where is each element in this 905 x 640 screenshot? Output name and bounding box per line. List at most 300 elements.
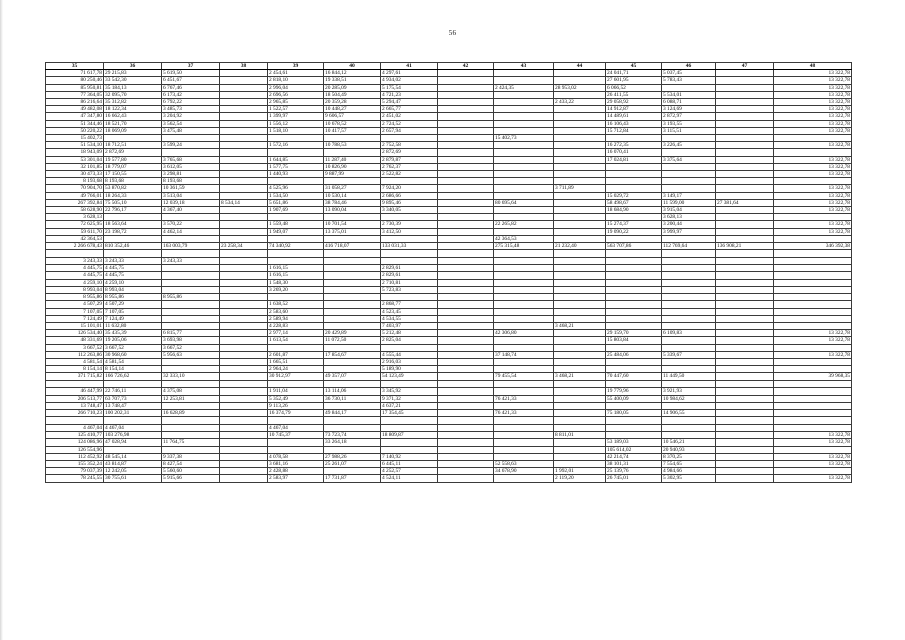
table-cell: 11 632,80 bbox=[104, 322, 162, 329]
table-cell: 25 484,06 bbox=[606, 351, 662, 358]
table-cell: 32 095,70 bbox=[104, 91, 162, 98]
table-cell: 3 226,45 bbox=[662, 142, 716, 149]
table-cell: 20 359,28 bbox=[324, 99, 381, 106]
table-cell: 7 124,49 bbox=[46, 315, 104, 322]
table-cell bbox=[268, 446, 324, 453]
table-cell bbox=[662, 286, 716, 293]
column-header: 48 bbox=[774, 63, 852, 70]
column-header: 37 bbox=[162, 63, 220, 70]
table-cell: 13 322,78 bbox=[774, 475, 852, 482]
table-cell bbox=[220, 308, 268, 315]
table-cell: 51 344,46 bbox=[46, 120, 104, 127]
table-cell: 35 312,82 bbox=[104, 99, 162, 106]
table-cell: 7 107,05 bbox=[104, 308, 162, 315]
table-cell: 275 315,48 bbox=[494, 243, 554, 250]
table-cell bbox=[324, 265, 381, 272]
table-cell bbox=[438, 192, 494, 199]
table-cell bbox=[494, 358, 554, 365]
table-cell bbox=[554, 70, 606, 77]
table-row bbox=[46, 402, 852, 409]
table-cell bbox=[662, 358, 716, 365]
table-cell bbox=[220, 286, 268, 293]
table-cell bbox=[716, 337, 774, 344]
table-cell: 112 452,92 bbox=[46, 453, 104, 460]
table-cell bbox=[554, 366, 606, 373]
table-cell bbox=[494, 106, 554, 113]
table-cell: 13 322,78 bbox=[774, 330, 852, 337]
table-cell: 30 755,61 bbox=[104, 475, 162, 482]
table-cell: 1 992,01 bbox=[554, 468, 606, 475]
table-cell: 1 613,54 bbox=[268, 337, 324, 344]
table-cell bbox=[494, 250, 554, 258]
table-cell bbox=[220, 221, 268, 228]
table-cell bbox=[381, 294, 438, 301]
table-cell: 19 090,22 bbox=[606, 228, 662, 235]
table-cell: 42 306,80 bbox=[494, 330, 554, 337]
table-cell: 21 232,40 bbox=[554, 243, 606, 250]
table-cell: 563 707,86 bbox=[606, 243, 662, 250]
table-cell: 13 114,06 bbox=[324, 388, 381, 395]
table-cell: 2 879,87 bbox=[381, 156, 438, 163]
table-cell bbox=[606, 380, 662, 388]
table-cell bbox=[554, 142, 606, 149]
table-cell: 13 322,78 bbox=[774, 84, 852, 91]
table-cell: 8 154,14 bbox=[104, 366, 162, 373]
table-cell: 7 403,97 bbox=[381, 322, 438, 329]
table-row bbox=[46, 149, 852, 156]
table-cell: 22 265,82 bbox=[494, 221, 554, 228]
table-cell bbox=[494, 279, 554, 286]
table-cell bbox=[162, 424, 220, 431]
table-row bbox=[46, 192, 852, 199]
table-cell bbox=[716, 228, 774, 235]
table-cell: 80 695,64 bbox=[494, 199, 554, 206]
table-cell: 13 322,78 bbox=[774, 106, 852, 113]
table-row bbox=[46, 330, 852, 337]
table-cell: 9 113,26 bbox=[268, 402, 324, 409]
table-cell bbox=[716, 171, 774, 178]
table-cell bbox=[554, 330, 606, 337]
table-row bbox=[46, 99, 852, 106]
table-row bbox=[46, 199, 852, 206]
table-cell: 2 818,10 bbox=[268, 77, 324, 84]
table-cell bbox=[774, 417, 852, 425]
table-cell: 3 562,54 bbox=[162, 120, 220, 127]
data-table bbox=[45, 62, 852, 483]
table-cell: 1 644,85 bbox=[268, 156, 324, 163]
table-cell bbox=[438, 351, 494, 358]
table-cell: 5 534,01 bbox=[662, 91, 716, 98]
table-cell: 1 518,10 bbox=[268, 127, 324, 134]
table-cell bbox=[606, 322, 662, 329]
table-cell bbox=[324, 235, 381, 242]
table-cell: 5 037,45 bbox=[662, 70, 716, 77]
table-cell bbox=[104, 250, 162, 258]
table-cell bbox=[381, 135, 438, 142]
table-cell bbox=[220, 84, 268, 91]
table-cell: 5 189,90 bbox=[381, 366, 438, 373]
table-cell: 136 908,21 bbox=[716, 243, 774, 250]
table-cell bbox=[324, 468, 381, 475]
table-cell bbox=[220, 395, 268, 402]
column-header: 39 bbox=[268, 63, 324, 70]
table-cell: 9 371,32 bbox=[381, 395, 438, 402]
table-cell bbox=[554, 380, 606, 388]
table-cell bbox=[774, 366, 852, 373]
table-cell bbox=[220, 351, 268, 358]
table-cell bbox=[774, 178, 852, 185]
table-cell: 3 243,33 bbox=[162, 258, 220, 265]
table-cell: 810 352,46 bbox=[104, 243, 162, 250]
table-cell: 7 107,05 bbox=[46, 308, 104, 315]
table-cell bbox=[606, 250, 662, 258]
table-cell: 58 498,67 bbox=[606, 199, 662, 206]
table-cell bbox=[220, 127, 268, 134]
table-cell: 79 455,54 bbox=[494, 373, 554, 380]
table-cell bbox=[662, 432, 716, 439]
table-cell bbox=[494, 322, 554, 329]
table-cell: 2 266 678,43 bbox=[46, 243, 104, 250]
column-header: 36 bbox=[104, 63, 162, 70]
table-cell bbox=[494, 214, 554, 221]
table-row bbox=[46, 127, 852, 134]
table-cell: 3 149,17 bbox=[662, 192, 716, 199]
table-cell: 15 029,72 bbox=[606, 192, 662, 199]
table-cell: 15 274,37 bbox=[606, 221, 662, 228]
table-cell: 3 921,93 bbox=[662, 388, 716, 395]
table-cell bbox=[606, 171, 662, 178]
table-cell: 19 779,96 bbox=[606, 388, 662, 395]
table-cell bbox=[220, 99, 268, 106]
table-cell: 103 276,98 bbox=[104, 432, 162, 439]
table-cell: 34 678,90 bbox=[494, 468, 554, 475]
table-cell bbox=[162, 235, 220, 242]
table-cell: 7 554,65 bbox=[662, 460, 716, 467]
table-cell bbox=[554, 120, 606, 127]
table-cell: 133 031,33 bbox=[381, 243, 438, 250]
table-cell: 1 577,75 bbox=[268, 163, 324, 170]
table-cell bbox=[554, 279, 606, 286]
table-cell bbox=[716, 286, 774, 293]
table-cell bbox=[774, 402, 852, 409]
table-cell: 2 965,85 bbox=[268, 99, 324, 106]
table-cell: 79 037,39 bbox=[46, 468, 104, 475]
table-cell bbox=[716, 207, 774, 214]
table-cell: 2 825,04 bbox=[381, 337, 438, 344]
table-cell bbox=[162, 279, 220, 286]
table-cell bbox=[438, 337, 494, 344]
table-cell bbox=[554, 265, 606, 272]
table-cell: 17 354,45 bbox=[381, 409, 438, 416]
table-cell: 42 214,74 bbox=[606, 453, 662, 460]
table-cell: 105 614,02 bbox=[606, 446, 662, 453]
table-cell bbox=[716, 330, 774, 337]
table-cell: 13 322,78 bbox=[774, 171, 852, 178]
table-cell bbox=[554, 395, 606, 402]
table-cell bbox=[324, 272, 381, 279]
table-cell: 11 072,50 bbox=[324, 337, 381, 344]
table-cell: 18 521,70 bbox=[104, 120, 162, 127]
table-cell bbox=[662, 380, 716, 388]
table-cell bbox=[494, 192, 554, 199]
table-cell bbox=[324, 380, 381, 388]
table-cell bbox=[220, 185, 268, 192]
table-cell bbox=[554, 294, 606, 301]
table-cell bbox=[162, 286, 220, 293]
table-cell: 8 993,04 bbox=[104, 286, 162, 293]
table-cell bbox=[381, 380, 438, 388]
table-cell: 74 340,92 bbox=[268, 243, 324, 250]
table-cell bbox=[662, 265, 716, 272]
table-cell: 2 119,20 bbox=[554, 475, 606, 482]
table-cell: 8 955,86 bbox=[46, 294, 104, 301]
table-cell: 50 220,22 bbox=[46, 127, 104, 134]
table-cell bbox=[220, 135, 268, 142]
table-cell bbox=[324, 301, 381, 308]
table-cell bbox=[774, 286, 852, 293]
table-cell bbox=[162, 446, 220, 453]
table-cell: 12 039,18 bbox=[162, 199, 220, 206]
table-cell bbox=[716, 402, 774, 409]
table-cell bbox=[494, 439, 554, 446]
table-cell bbox=[716, 149, 774, 156]
table-cell: 9 606,57 bbox=[324, 113, 381, 120]
table-cell bbox=[554, 207, 606, 214]
table-cell: 2 829,61 bbox=[381, 265, 438, 272]
table-cell bbox=[494, 337, 554, 344]
table-cell: 3 340,05 bbox=[381, 207, 438, 214]
table-cell bbox=[438, 308, 494, 315]
table-cell bbox=[606, 358, 662, 365]
table-cell bbox=[220, 113, 268, 120]
table-cell: 13 322,78 bbox=[774, 453, 852, 460]
table-cell: 18 563,64 bbox=[104, 221, 162, 228]
table-cell bbox=[494, 432, 554, 439]
table-cell: 2 424,35 bbox=[494, 84, 554, 91]
table-cell bbox=[220, 120, 268, 127]
table-row bbox=[46, 301, 852, 308]
table-row bbox=[46, 135, 852, 142]
column-header: 42 bbox=[438, 63, 494, 70]
table-cell bbox=[438, 221, 494, 228]
table-cell bbox=[554, 258, 606, 265]
table-cell bbox=[324, 214, 381, 221]
table-cell: 1 616,15 bbox=[268, 272, 324, 279]
table-cell: 16 628,89 bbox=[162, 409, 220, 416]
table-cell: 20 285,09 bbox=[324, 84, 381, 91]
table-cell: 30 473,33 bbox=[46, 171, 104, 178]
table-row bbox=[46, 258, 852, 265]
table-cell bbox=[268, 178, 324, 185]
table-cell bbox=[381, 446, 438, 453]
table-cell: 63 707,73 bbox=[104, 395, 162, 402]
table-cell: 4 507,29 bbox=[104, 301, 162, 308]
table-cell: 35 435,39 bbox=[104, 330, 162, 337]
table-cell bbox=[324, 308, 381, 315]
table-cell bbox=[606, 286, 662, 293]
table-cell bbox=[662, 135, 716, 142]
table-cell: 1 616,15 bbox=[268, 265, 324, 272]
table-cell bbox=[104, 135, 162, 142]
table-cell bbox=[438, 380, 494, 388]
table-cell: 10 361,59 bbox=[162, 185, 220, 192]
table-cell: 6 451,67 bbox=[162, 77, 220, 84]
table-cell bbox=[494, 402, 554, 409]
table-cell bbox=[662, 417, 716, 425]
table-cell bbox=[716, 460, 774, 467]
table-row bbox=[46, 409, 852, 416]
table-cell bbox=[220, 207, 268, 214]
table-cell: 112 263,86 bbox=[46, 351, 104, 358]
table-cell: 4 445,75 bbox=[104, 265, 162, 272]
table-cell: 1 548,30 bbox=[268, 279, 324, 286]
table-cell: 13 322,78 bbox=[774, 127, 852, 134]
table-cell bbox=[220, 192, 268, 199]
table-cell bbox=[324, 315, 381, 322]
table-cell bbox=[716, 475, 774, 482]
table-row bbox=[46, 351, 852, 358]
table-cell: 1 440,93 bbox=[268, 171, 324, 178]
table-cell: 4 228,83 bbox=[268, 322, 324, 329]
table-row bbox=[46, 344, 852, 351]
table-cell bbox=[220, 380, 268, 388]
table-cell bbox=[162, 301, 220, 308]
table-cell bbox=[162, 432, 220, 439]
table-cell: 30 968,60 bbox=[104, 351, 162, 358]
table-cell: 32 101,85 bbox=[46, 163, 104, 170]
table-cell: 29 058,92 bbox=[606, 99, 662, 106]
table-cell bbox=[662, 178, 716, 185]
table-cell bbox=[716, 395, 774, 402]
table-cell bbox=[438, 135, 494, 142]
table-cell: 2 996,04 bbox=[268, 84, 324, 91]
table-cell bbox=[716, 358, 774, 365]
table-cell bbox=[220, 460, 268, 467]
table-cell: 38 101,31 bbox=[606, 460, 662, 467]
table-cell: 112 769,64 bbox=[662, 243, 716, 250]
table-cell bbox=[662, 315, 716, 322]
table-cell: 76 421,33 bbox=[494, 395, 554, 402]
table-cell: 3 628,13 bbox=[662, 214, 716, 221]
table-cell bbox=[220, 70, 268, 77]
table-cell bbox=[554, 388, 606, 395]
table-cell: 4 467,04 bbox=[268, 424, 324, 431]
table-cell bbox=[494, 344, 554, 351]
table-cell: 42 364,53 bbox=[46, 235, 104, 242]
table-cell bbox=[716, 366, 774, 373]
table-cell bbox=[162, 380, 220, 388]
table-cell bbox=[162, 402, 220, 409]
table-cell bbox=[774, 424, 852, 431]
table-cell bbox=[606, 402, 662, 409]
table-cell: 30 912,97 bbox=[268, 373, 324, 380]
table-cell: 1 911,04 bbox=[268, 388, 324, 395]
table-cell: 22 746,11 bbox=[104, 388, 162, 395]
table-cell: 53 301,04 bbox=[46, 156, 104, 163]
table-cell bbox=[662, 185, 716, 192]
table-cell bbox=[438, 344, 494, 351]
table-cell bbox=[438, 468, 494, 475]
table-cell bbox=[606, 214, 662, 221]
table-cell bbox=[774, 250, 852, 258]
table-cell: 4 297,61 bbox=[381, 70, 438, 77]
table-cell bbox=[662, 250, 716, 258]
table-cell bbox=[220, 330, 268, 337]
table-row bbox=[46, 106, 852, 113]
table-cell: 5 619,50 bbox=[162, 70, 220, 77]
table-cell bbox=[220, 475, 268, 482]
table-cell: 5 352,49 bbox=[268, 395, 324, 402]
table-cell: 1 949,07 bbox=[268, 228, 324, 235]
table-row bbox=[46, 77, 852, 84]
table-cell bbox=[220, 366, 268, 373]
table-cell bbox=[606, 185, 662, 192]
table-cell: 29 215,83 bbox=[104, 70, 162, 77]
table-cell: 13 322,78 bbox=[774, 91, 852, 98]
table-cell bbox=[716, 178, 774, 185]
table-cell bbox=[438, 156, 494, 163]
table-cell bbox=[716, 120, 774, 127]
table-cell bbox=[774, 322, 852, 329]
table-cell: 2 964,24 bbox=[268, 366, 324, 373]
table-cell bbox=[220, 301, 268, 308]
table-cell bbox=[716, 214, 774, 221]
column-header: 45 bbox=[606, 63, 662, 70]
table-cell bbox=[438, 294, 494, 301]
table-cell: 126 534,40 bbox=[46, 330, 104, 337]
column-header: 46 bbox=[662, 63, 716, 70]
table-cell bbox=[554, 199, 606, 206]
table-cell bbox=[324, 417, 381, 425]
table-row bbox=[46, 156, 852, 163]
table-cell: 13 748,47 bbox=[104, 402, 162, 409]
table-cell bbox=[606, 279, 662, 286]
table-cell bbox=[716, 192, 774, 199]
table-cell: 16 662,43 bbox=[104, 113, 162, 120]
table-cell bbox=[554, 228, 606, 235]
table-cell: 1 534,50 bbox=[268, 192, 324, 199]
table-cell bbox=[220, 388, 268, 395]
table-cell bbox=[162, 322, 220, 329]
table-row bbox=[46, 424, 852, 431]
table-cell: 2 522,82 bbox=[381, 171, 438, 178]
table-cell: 15 101,01 bbox=[46, 322, 104, 329]
table-cell bbox=[324, 149, 381, 156]
table-cell bbox=[494, 258, 554, 265]
table-cell bbox=[438, 358, 494, 365]
table-cell: 9 887,99 bbox=[324, 171, 381, 178]
table-row bbox=[46, 171, 852, 178]
table-cell: 1 572,16 bbox=[268, 142, 324, 149]
table-cell: 13 322,78 bbox=[774, 351, 852, 358]
table-cell bbox=[606, 432, 662, 439]
table-cell: 48 545,14 bbox=[104, 453, 162, 460]
table-cell: 3 513,04 bbox=[162, 192, 220, 199]
table-cell: 3 570,22 bbox=[162, 221, 220, 228]
table-cell bbox=[606, 178, 662, 185]
table-cell: 20 940,93 bbox=[662, 446, 716, 453]
table-cell bbox=[606, 294, 662, 301]
table-cell bbox=[324, 402, 381, 409]
table-cell bbox=[268, 344, 324, 351]
table-cell: 18 712,51 bbox=[104, 142, 162, 149]
table-cell: 26 411,55 bbox=[606, 91, 662, 98]
table-cell bbox=[494, 149, 554, 156]
table-cell bbox=[494, 91, 554, 98]
table-cell bbox=[438, 330, 494, 337]
table-cell bbox=[104, 235, 162, 242]
table-cell: 14 489,61 bbox=[606, 113, 662, 120]
